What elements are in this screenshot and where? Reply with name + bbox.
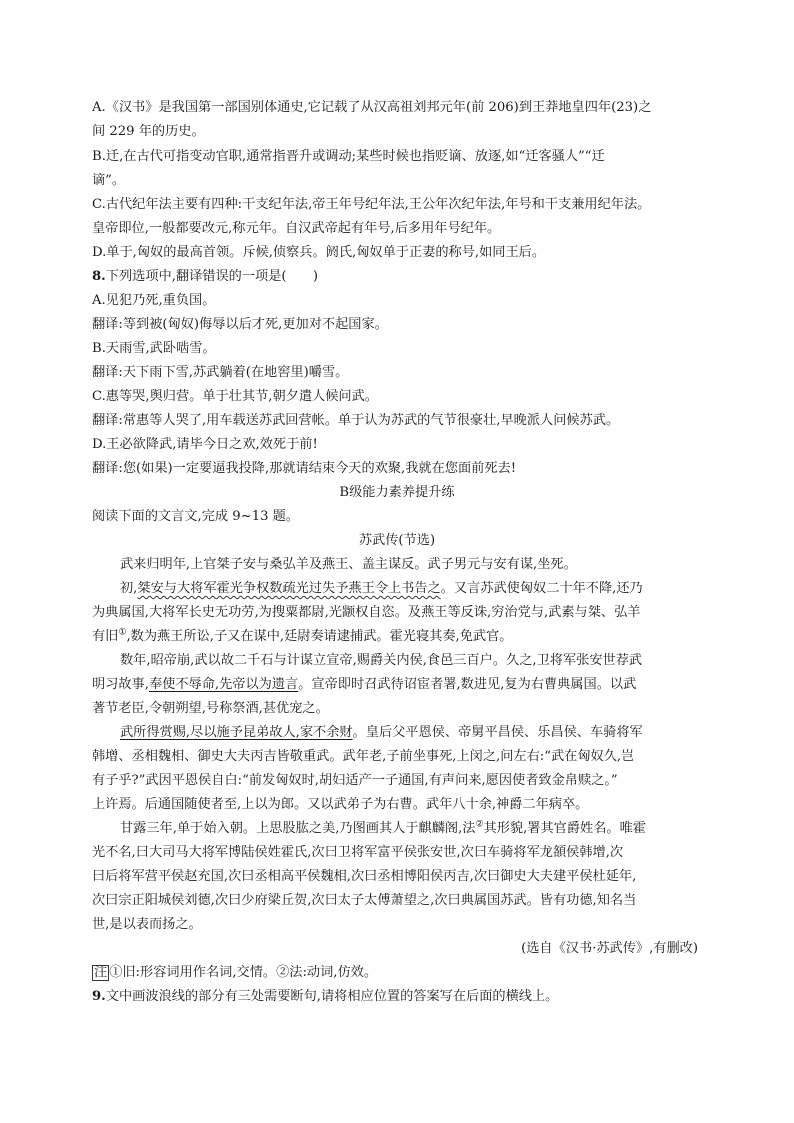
passage-title: 苏武传(节选) [358, 533, 436, 548]
text-span: 其形貌,署其官爵姓名。唯霍 [483, 821, 646, 836]
text-span: 。皇后父平恩侯、帝舅平昌侯、乐昌侯、车骑将军 [352, 725, 643, 740]
passage-paragraph-5-line3: 曰后将军营平侯赵充国,次曰丞相高平侯魏相,次曰丞相博阳侯丙吉,次曰御史大夫建平侯杜延年, [92, 869, 637, 884]
q8-option-b-translation: 翻译:天下雨下雪,苏武躺着(在地窖里)嚼雪。 [92, 365, 349, 380]
passage-paragraph-1: 武来归明年,上官桀子安与桑弘羊及燕王、盖主谋反。武子男元与安有谋,坐死。 [120, 557, 577, 572]
passage-paragraph-2-line1 [120, 579, 643, 599]
q8-option-c: C.惠等哭,舆归营。单于壮其节,朝夕遣人候问武。 [92, 389, 378, 404]
q7-option-b-line2: 谪”。 [92, 173, 126, 188]
passage-paragraph-5-line5: 世,是以表而扬之。 [92, 917, 202, 932]
q9-text: 文中画波浪线的部分有三处需要断句,请将相应位置的答案写在后面的横线上。 [105, 989, 559, 1004]
q8-stem [92, 267, 318, 287]
wavy-underlined-text: 桀安与大将军霍光争权数疏光过失予燕王令上书告之 [137, 581, 441, 596]
passage-paragraph-4-line1 [120, 723, 643, 743]
text-span: ,数为燕王所讼,子又在谋中,廷尉奏请逮捕武。霍光寝其奏,免武官。 [126, 629, 513, 644]
q8-option-d: D.王必欲降武,请毕今日之欢,效死于前! [92, 437, 318, 452]
passage-paragraph-4-line3: 有子乎?”武因平恩侯自白:“前发匈奴时,胡妇适产一子通国,有声问来,愿因使者致金帛赎之。” [92, 773, 618, 788]
q7-option-d: D.单于,匈奴的最高首领。斥候,侦察兵。阏氏,匈奴单于正妻的称号,如同王后。 [92, 245, 546, 260]
section-intro: 阅读下面的文言文,完成 9~13 题。 [92, 509, 300, 524]
q8-option-a: A.见犯乃死,重负国。 [92, 293, 216, 308]
footnotes [92, 963, 377, 983]
q8-number: 8. [92, 269, 106, 284]
text-span: 。宣帝即时召武待诏宦者署,数进见,复为右曹典属国。以武 [298, 677, 637, 692]
passage-source: (选自《汉书·苏武传》,有删改) [521, 941, 698, 956]
passage-paragraph-2-line2: 为典属国,大将军长史无功劳,为搜粟都尉,光颛权自恣。及燕王等反诛,穷治党与,武素与桀、弘羊 [92, 605, 641, 620]
underlined-sentence-2: 武所得赏赐,尽以施予昆弟故人,家不余财 [120, 725, 353, 740]
q8-option-c-translation: 翻译:常惠等人哭了,用车载送苏武回营帐。单于认为苏武的气节很豪壮,早晚派人问候苏武。 [92, 413, 620, 428]
q8-option-d-translation: 翻译:您(如果)一定要逼我投降,那就请结束今天的欢聚,我就在您面前死去! [92, 461, 517, 476]
footnote-marker-1: ① [118, 627, 127, 638]
text-span: 明习故事, [92, 677, 149, 692]
q7-option-c-line1: C.古代纪年法主要有四种:干支纪年法,帝王年号纪年法,王公年次纪年法,年号和干支兼用纪年法。 [92, 197, 651, 212]
text-span: 甘露三年,单于始入朝。上思股肱之美,乃图画其人于麒麟阁,法 [120, 821, 476, 836]
passage-paragraph-4-line4: 上许焉。后通国随使者至,上以为郎。又以武弟子为右曹。武年八十余,神爵二年病卒。 [92, 797, 589, 812]
q8-stem-text: 下列选项中,翻译错误的一项是( ) [105, 269, 319, 284]
q8-option-a-translation: 翻译:等到被(匈奴)侮辱以后才死,更加对不起国家。 [92, 317, 388, 332]
q9-stem [92, 987, 558, 1007]
passage-paragraph-3-line2 [92, 675, 636, 695]
q8-option-b: B.天雨雪,武卧啮雪。 [92, 341, 216, 356]
q7-option-c-line2: 皇帝即位,一般都要改元,称元年。自汉武帝起有年号,后多用年号纪年。 [92, 221, 501, 236]
passage-paragraph-5-line2: 光不名,曰大司马大将军博陆侯姓霍氏,次曰卫将军富平侯张安世,次曰车骑将军龙頟侯韩增,次 [92, 845, 624, 860]
note-text: ①旧:形容词用作名词,交情。②法:动词,仿效。 [109, 965, 378, 980]
passage-paragraph-4-line2: 韩增、丞相魏相、御史大夫丙吉皆敬重武。武年老,子前坐事死,上闵之,问左右:“武在匈奴久,岂 [92, 749, 635, 764]
text-span: 。又言苏武使匈奴二十年不降,还乃 [440, 581, 643, 596]
passage-paragraph-5-line1 [120, 819, 646, 839]
passage-paragraph-3-line3: 著节老臣,令朝朔望,号称祭酒,甚优宠之。 [92, 701, 329, 716]
text-span: 初, [120, 581, 138, 596]
passage-paragraph-5-line4: 次曰宗正阳城侯刘德,次曰少府梁丘贺,次曰太子太傅萧望之,次曰典属国苏武。皆有功德,知名当 [92, 893, 637, 908]
footnote-marker-2: ② [475, 819, 484, 830]
text-span: 有旧 [92, 629, 119, 644]
note-label: 注 [94, 965, 108, 980]
q9-number: 9. [92, 989, 106, 1004]
q7-option-a-line1: A.《汉书》是我国第一部国别体通史,它记载了从汉高祖刘邦元年(前 206)到王莽地皇四年(23)之 [92, 100, 652, 115]
passage-paragraph-2-line3 [92, 627, 512, 647]
q7-option-a-line2: 间 229 年的历史。 [92, 124, 205, 139]
passage-paragraph-3-line1: 数年,昭帝崩,武以故二千石与计谋立宣帝,赐爵关内侯,食邑三百户。久之,卫将军张安世荐武 [120, 653, 643, 668]
section-title: B级能力素养提升练 [339, 485, 455, 500]
underlined-sentence-1: 奉使不辱命,先帝以为遗言 [148, 677, 299, 692]
q7-option-b-line1: B.迁,在古代可指变动官职,通常指晋升或调动;某些时候也指贬谪、放逐,如“迁客骚人”“迁 [92, 149, 605, 164]
